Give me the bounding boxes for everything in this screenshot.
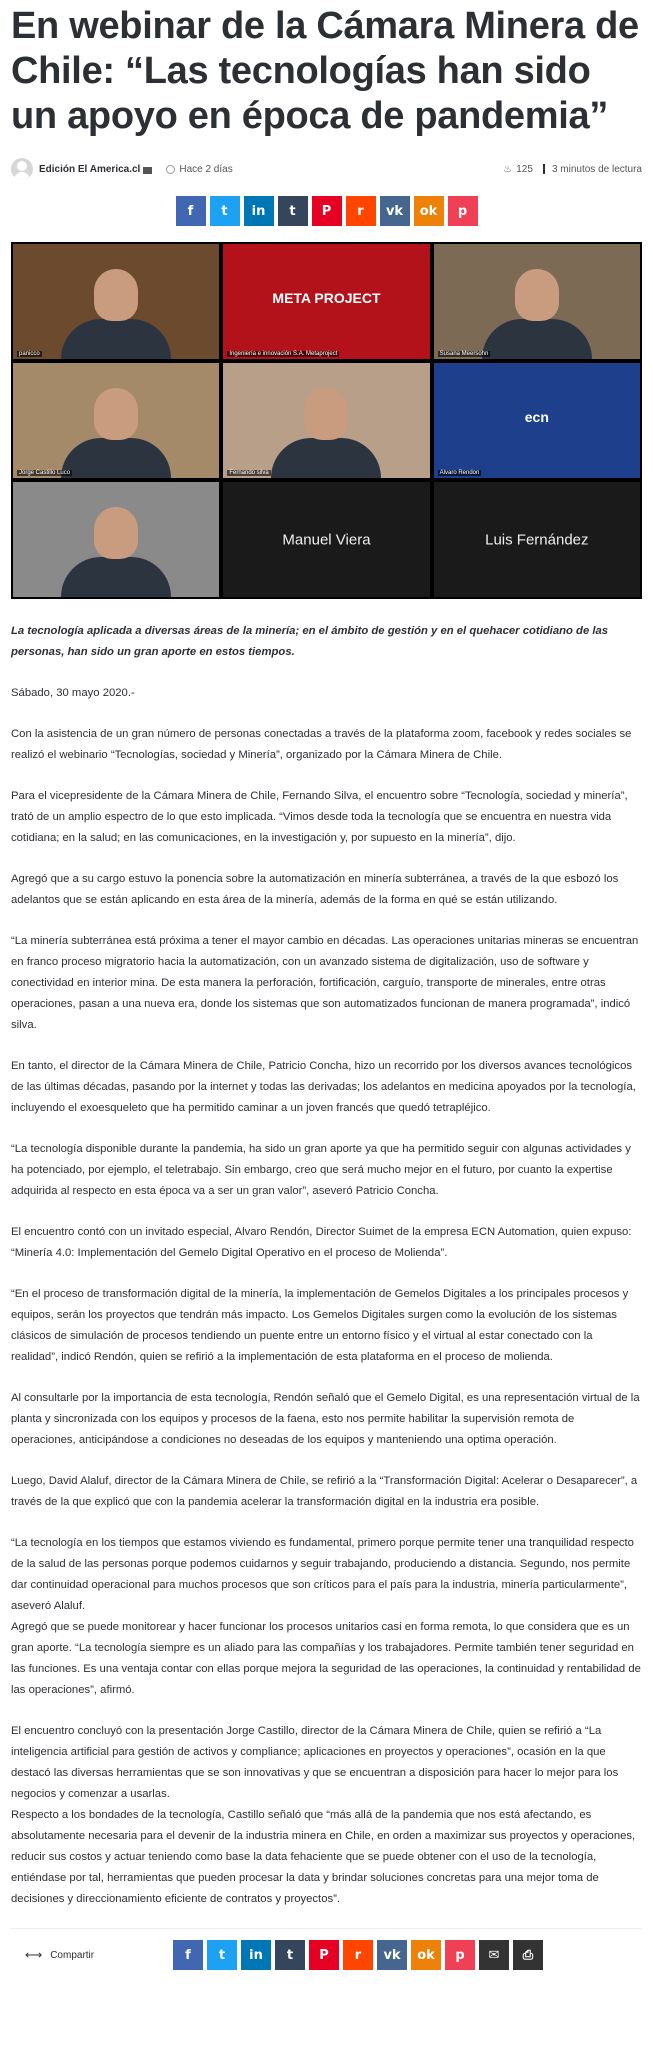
paragraph-spacer xyxy=(11,1036,642,1056)
video-tile xyxy=(221,361,431,480)
video-tile xyxy=(11,480,221,599)
reddit-share-button[interactable] xyxy=(346,196,376,226)
participant-name: Manuel Viera xyxy=(282,531,371,548)
post-date: Hace 2 días xyxy=(179,163,233,175)
company-logo: META PROJECT xyxy=(272,290,381,306)
reddit-icon: r xyxy=(354,1947,362,1963)
odnoklassniki-icon: ok xyxy=(419,203,438,219)
featured-image xyxy=(11,242,642,599)
participant-figure xyxy=(515,269,559,321)
reading-time-icon xyxy=(543,164,545,174)
facebook-icon: f xyxy=(185,1947,191,1963)
participant-name: Fernando silva xyxy=(229,470,269,476)
article-body xyxy=(11,683,642,1910)
linkedin-icon: in xyxy=(251,203,266,219)
print-icon: ⎙ xyxy=(522,1947,534,1963)
linkedin-share-button[interactable] xyxy=(241,1940,271,1970)
share-label xyxy=(25,1948,173,1962)
article-paragraph: “La tecnología en los tiempos que estamos viviendo es fundamental, primero porque permite tener una tranquilidad respecto de la salud de las personas porque podemos cuidarnos y seguir trabajando, produciendo a distancia. Segundo, nos permite dar continuidad operacional para muchos procesos que son críticos para el país para la industria, minería particularmente”, aseveró Alaluf. xyxy=(11,1537,634,1612)
pinterest-share-button[interactable] xyxy=(309,1940,339,1970)
paragraph-spacer xyxy=(11,766,642,786)
article-paragraph: Para el vicepresidente de la Cámara Minera de Chile, Fernando Silva, el encuentro sobre “Tecnología, sociedad y minería”, trató de un amplio espectro de lo que esto implicada. “Vimos desde toda la tecnología que se encuentra en nuestra vida cotidiana; en la salud; en las comunicaciones, en la investigación y, por supuesto en la minería”, dijo. xyxy=(11,790,628,844)
share-buttons-top xyxy=(11,196,642,226)
article-paragraph: Luego, David Alaluf, director de la Cámara Minera de Chile, se refirió a la “Transformación Digital: Acelerar o Desaparecer”, a través de la que explicó que con la pandemia acelerar la transformación digital en la industria era posible. xyxy=(11,1475,638,1508)
article-title: En webinar de la Cámara Minera de Chile: “Las tecnologías han sido un apoyo en época de pandemia” xyxy=(11,5,639,137)
facebook-share-button[interactable] xyxy=(173,1940,203,1970)
share-bar-bottom xyxy=(11,1928,642,1981)
video-tile xyxy=(11,361,221,480)
odnoklassniki-share-button[interactable] xyxy=(411,1940,441,1970)
participant-name: Jorge Castillo Luco xyxy=(19,470,71,476)
tumblr-icon: t xyxy=(289,203,296,219)
participant-body xyxy=(61,319,171,359)
participant-figure xyxy=(304,388,348,440)
clock-icon xyxy=(166,165,175,174)
article-paragraph: “La tecnología disponible durante la pandemia, ha sido un gran aporte ya que ha permitido seguir con algunas actividades y ha potenciado, por ejemplo, el teletrabajo. Sin embargo, creo que será mucho mejor en el futuro, por cuanto la expertise adquirida al respecto en esta época va a ser un gran valor”, aseveró Patricio Concha. xyxy=(11,1143,631,1197)
twitter-icon: t xyxy=(221,203,228,219)
view-count: 125 xyxy=(516,163,533,175)
participant-name: Luis Fernández xyxy=(485,531,589,548)
pocket-icon: p xyxy=(457,203,468,219)
article-paragraph: Sábado, 30 mayo 2020.- xyxy=(11,687,135,699)
facebook-icon: f xyxy=(187,203,194,219)
participant-name: Susana Meersohn xyxy=(439,351,489,357)
twitter-icon: t xyxy=(218,1947,226,1963)
odnoklassniki-icon: ok xyxy=(417,1947,435,1963)
participant-body xyxy=(482,319,592,359)
paragraph-spacer xyxy=(11,1264,642,1284)
paragraph-spacer xyxy=(11,1451,642,1471)
paragraph-spacer xyxy=(11,911,642,931)
fire-icon: ♨ xyxy=(503,163,513,175)
author-name[interactable]: Edición El America.cl xyxy=(39,163,141,175)
paragraph-spacer xyxy=(11,1202,642,1222)
participant-figure xyxy=(94,269,138,321)
pocket-icon: p xyxy=(455,1947,465,1963)
post-meta xyxy=(11,156,642,182)
participant-figure xyxy=(94,507,138,559)
paragraph-spacer xyxy=(11,849,642,869)
pocket-share-button[interactable] xyxy=(445,1940,475,1970)
vk-share-button[interactable] xyxy=(377,1940,407,1970)
envelope-icon[interactable] xyxy=(143,167,152,174)
email-share-button[interactable] xyxy=(479,1940,509,1970)
facebook-share-button[interactable] xyxy=(176,196,206,226)
linkedin-icon: in xyxy=(249,1947,263,1963)
share-icon: ⟷ xyxy=(25,1948,43,1962)
twitter-share-button[interactable] xyxy=(207,1940,237,1970)
reddit-share-button[interactable] xyxy=(343,1940,373,1970)
vk-share-button[interactable] xyxy=(380,196,410,226)
paragraph-spacer xyxy=(11,1119,642,1139)
video-tile xyxy=(221,480,431,599)
article-paragraph: Con la asistencia de un gran número de personas conectadas a través de la plataforma zoom, facebook y redes sociales se realizó el webinario “Tecnologías, sociedad y Minería”, organizado por la Cámara Minera de Chile. xyxy=(11,728,632,761)
pinterest-share-button[interactable] xyxy=(312,196,342,226)
article-paragraph: Agregó que se puede monitorear y hacer funcionar los procesos unitarios casi en forma remota, lo que considera que es un gran aporte. “La tecnología siempre es un aliado para las compañías y los trabajadores. Permite también tener seguridad en las funciones. Es una ventaja contar con ellas porque mejora la seguridad de las operaciones, la continuidad y rentabilidad de las operaciones”, afirmó. xyxy=(11,1621,641,1696)
paragraph-spacer xyxy=(11,1368,642,1388)
participant-name: Alvaro Rendon xyxy=(439,470,480,476)
participant-body xyxy=(61,438,171,478)
participant-body xyxy=(271,438,381,478)
article-paragraph: “La minería subterránea está próxima a tener el mayor cambio en décadas. Las operaciones unitarias mineras se encuentran en franco proceso migratorio hacia la automatización, con un avanzado sistema de digitalización, uso de software y conectividad en interior mina. De esta manera la perforación, fortificación, carguío, transporte de minerales, entre otras operaciones, pasan a una nueva era, donde los sistemas que son automatizados funcionan de manera programada”, indicó silva. xyxy=(11,935,639,1031)
tumblr-icon: t xyxy=(286,1947,294,1963)
twitter-share-button[interactable] xyxy=(210,196,240,226)
pocket-share-button[interactable] xyxy=(448,196,478,226)
vk-icon: vk xyxy=(383,1947,401,1963)
tumblr-share-button[interactable] xyxy=(275,1940,305,1970)
article-paragraph: Al consultarle por la importancia de esta tecnología, Rendón señaló que el Gemelo Digital, es una representación virtual de la planta y sincronizada con los equipos y procesos de la faena, esto nos permite habilitar la supervisión remota de operaciones, anticipándose a condiciones no deseadas de los equipos y manteniendo una optima operación. xyxy=(11,1392,640,1446)
article-paragraph: En tanto, el director de la Cámara Minera de Chile, Patricio Concha, hizo un recorrido por los diversos avances tecnológicos de las últimas décadas, pasando por la internet y todas las derivadas; los adelantos en medicina apoyados por la tecnología, incluyendo el exoesqueleto que ha permitido caminar a un joven francés que quedó tetrapléjico. xyxy=(11,1060,636,1114)
article-paragraph: El encuentro contó con un invitado especial, Alvaro Rendón, Director Suimet de la empresa ECN Automation, quien expuso: “Minería 4.0: Implementación del Gemelo Digital Operativo en el proceso de Molienda”. xyxy=(11,1226,632,1259)
paragraph-spacer xyxy=(11,704,642,724)
share-text: Compartir xyxy=(50,1949,95,1961)
video-tile xyxy=(221,242,431,361)
video-tile xyxy=(432,480,642,599)
video-tile xyxy=(432,242,642,361)
pinterest-icon: P xyxy=(319,1947,329,1963)
pinterest-icon: P xyxy=(321,203,332,219)
print-share-button[interactable] xyxy=(513,1940,543,1970)
paragraph-spacer xyxy=(11,1513,642,1533)
avatar[interactable] xyxy=(11,158,33,180)
reddit-icon: r xyxy=(357,203,364,219)
image-caption: La tecnología aplicada a diversas áreas de la minería; en el ámbito de gestión y en el quehacer cotidiano de las personas, han sido un gran aporte en estos tiempos. xyxy=(11,625,609,658)
article-paragraph: Respecto a los bondades de la tecnología, Castillo señaló que “más allá de la pandemia que nos está afectando, es absolutamente necesaria para el devenir de la industria minera en Chile, en orden a maximizar sus proyectos y operaciones, reducir sus costos y actuar teniendo como base la data fehaciente que se puede obtener con el uso de la tecnología, entiéndase por tal, herramientas que pueden procesar la data y brindar soluciones concretas para una mejor toma de decisiones y direccionamiento eficiente de contratos y proyectos”. xyxy=(11,1809,636,1905)
article-paragraph: “En el proceso de transformación digital de la minería, la implementación de Gemelos Digitales a los principales procesos y equipos, serán los proyectos que tendrán más impacto. Los Gemelos Digitales surgen como la evolución de los sistemas clásicos de simulación de procesos tendiendo un puente entre un entorno físico y el virtual al estar conectado con la realidad”, indicó Rendón, quien se refirió a la implementación de esta plataforma en el proceso de molienda. xyxy=(11,1288,629,1363)
video-tile xyxy=(432,361,642,480)
vk-icon: vk xyxy=(385,203,404,219)
company-logo: ecn xyxy=(524,409,549,425)
participant-name: Ingeniería e innovación S.A. Metaproject xyxy=(229,351,338,357)
participant-figure xyxy=(94,388,138,440)
article-paragraph: El encuentro concluyó con la presentación Jorge Castillo, director de la Cámara Minera de Chile, quien se refirió a “La inteligencia artificial para gestión de activos y compliance; aplicaciones en proyectos y operaciones”, ocasión en la que destacó las diversas herramientas que se son innovativas y que se encuentran a disposición para hacer lo mejor para los negocios y comenzar a usarlas. xyxy=(11,1725,619,1800)
reading-time: 3 minutos de lectura xyxy=(551,163,642,175)
video-tile xyxy=(11,242,221,361)
participant-body xyxy=(61,557,171,597)
tumblr-share-button[interactable] xyxy=(278,196,308,226)
share-buttons-bottom xyxy=(173,1940,543,1970)
linkedin-share-button[interactable] xyxy=(244,196,274,226)
paragraph-spacer xyxy=(11,1701,642,1721)
article-paragraph: Agregó que a su cargo estuvo la ponencia sobre la automatización en minería subterránea, a través de la que esbozó los adelantos que se están aplicando en esta área de la minería, además de la forma en qué se están utilizando. xyxy=(11,873,619,906)
email-icon: ✉ xyxy=(488,1947,500,1963)
odnoklassniki-share-button[interactable] xyxy=(414,196,444,226)
participant-name: panicco xyxy=(19,351,40,357)
